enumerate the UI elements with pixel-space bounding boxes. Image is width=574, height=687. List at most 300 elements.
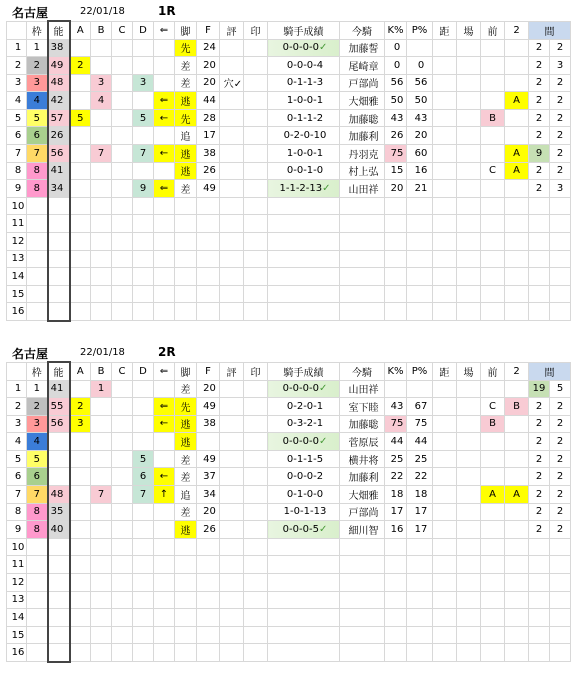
- eval-cell: [220, 433, 244, 451]
- k-percent-cell: 22: [385, 468, 407, 486]
- record-text: 0-1-1-2: [286, 112, 324, 124]
- d-cell: [133, 380, 154, 398]
- prev-cell: [481, 626, 505, 644]
- k-percent-cell: [385, 626, 407, 644]
- d-cell: 9: [133, 180, 154, 198]
- k-percent-cell: [385, 250, 407, 268]
- mark-cell: [244, 380, 268, 398]
- jockey-record-cell: [268, 626, 340, 644]
- p-percent-cell: [407, 380, 433, 398]
- second-cell: [505, 503, 529, 521]
- race-sheet-2: [6, 343, 562, 663]
- arrow-cell: [154, 574, 175, 592]
- interval-cell-1: [529, 215, 550, 233]
- race-date: 22/01/18: [80, 347, 125, 358]
- column-header: 枠: [27, 21, 48, 39]
- header-corner: [7, 362, 27, 380]
- horse-row[interactable]: [7, 162, 571, 180]
- jockey-record-cell: [268, 303, 340, 321]
- ability-cell: 35: [48, 503, 70, 521]
- second-cell: A: [505, 145, 529, 163]
- column-header: C: [112, 362, 133, 380]
- b-cell: [91, 450, 112, 468]
- jockey-name-cell: 丹羽克: [340, 145, 385, 163]
- distance-cell: [433, 109, 457, 127]
- jockey-name-cell: 加藤誓: [340, 39, 385, 57]
- mark-cell: [244, 538, 268, 556]
- a-cell: [70, 180, 91, 198]
- waku-cell: 3: [27, 415, 48, 433]
- eval-cell: [220, 591, 244, 609]
- a-cell: [70, 39, 91, 57]
- jockey-name-cell: 加藤聡: [340, 109, 385, 127]
- running-style-cell: 先: [175, 39, 197, 57]
- jockey-record-cell: [268, 644, 340, 662]
- waku-cell: 2: [27, 398, 48, 416]
- prev-cell: [481, 268, 505, 286]
- c-cell: [112, 556, 133, 574]
- record-text: 0-0-0-0: [282, 383, 319, 395]
- empty-row: [7, 285, 571, 303]
- ability-cell: 56: [48, 145, 70, 163]
- ability-cell: 41: [48, 162, 70, 180]
- jockey-name-cell: 戸部尚: [340, 503, 385, 521]
- second-cell: [505, 609, 529, 627]
- eval-cell: [220, 215, 244, 233]
- record-text: 0-0-0-2: [286, 471, 324, 483]
- interval-cell-1: [529, 591, 550, 609]
- record-text: 1-0-0-1: [286, 147, 324, 159]
- race-table: [6, 361, 571, 663]
- p-percent-cell: 44: [407, 433, 433, 451]
- interval-cell-2: [550, 574, 571, 592]
- p-percent-cell: 17: [407, 521, 433, 539]
- waku-cell: [27, 609, 48, 627]
- row-number-cell: 13: [7, 250, 27, 268]
- eval-cell: [220, 285, 244, 303]
- interval-cell-1: [529, 233, 550, 251]
- track-cell: [457, 574, 481, 592]
- distance-cell: [433, 250, 457, 268]
- b-cell: 4: [91, 92, 112, 110]
- interval-cell-2: 2: [550, 145, 571, 163]
- second-cell: [505, 450, 529, 468]
- ability-cell: [48, 574, 70, 592]
- waku-cell: [27, 303, 48, 321]
- c-cell: [112, 486, 133, 504]
- row-number-cell: 1: [7, 39, 27, 57]
- f-cell: 20: [197, 74, 220, 92]
- waku-cell: [27, 268, 48, 286]
- column-header: 2: [505, 362, 529, 380]
- running-style-cell: [175, 215, 197, 233]
- a-cell: 2: [70, 57, 91, 75]
- prev-cell: [481, 127, 505, 145]
- b-cell: [91, 609, 112, 627]
- mark-cell: [244, 433, 268, 451]
- race-date: 22/01/18: [80, 6, 125, 17]
- prev-cell: [481, 74, 505, 92]
- track-cell: [457, 233, 481, 251]
- interval-cell-2: 2: [550, 398, 571, 416]
- interval-cell-1: 2: [529, 180, 550, 198]
- b-cell: 1: [91, 380, 112, 398]
- a-cell: [70, 609, 91, 627]
- jockey-name-cell: 尾崎章: [340, 57, 385, 75]
- second-cell: [505, 433, 529, 451]
- mark-cell: [244, 127, 268, 145]
- d-cell: [133, 644, 154, 662]
- eval-cell: [220, 521, 244, 539]
- prev-cell: [481, 285, 505, 303]
- eval-cell: [220, 415, 244, 433]
- f-cell: [197, 644, 220, 662]
- row-number-cell: 16: [7, 303, 27, 321]
- k-percent-cell: [385, 380, 407, 398]
- k-percent-cell: [385, 591, 407, 609]
- arrow-cell: [154, 197, 175, 215]
- horse-row[interactable]: [7, 486, 571, 504]
- ability-cell: [48, 468, 70, 486]
- column-header: 今騎: [340, 21, 385, 39]
- column-header: A: [70, 21, 91, 39]
- b-cell: [91, 127, 112, 145]
- horse-row[interactable]: [7, 468, 571, 486]
- c-cell: [112, 39, 133, 57]
- mark-cell: [244, 574, 268, 592]
- b-cell: [91, 197, 112, 215]
- mark-cell: [244, 197, 268, 215]
- running-style-cell: 逃: [175, 145, 197, 163]
- arrow-cell: [154, 556, 175, 574]
- row-number-cell: 1: [7, 380, 27, 398]
- interval-cell-2: 2: [550, 486, 571, 504]
- row-number-cell: 12: [7, 233, 27, 251]
- track-cell: [457, 521, 481, 539]
- column-header: 能: [48, 362, 70, 380]
- d-cell: 6: [133, 468, 154, 486]
- horse-row[interactable]: [7, 39, 571, 57]
- empty-row: [7, 250, 571, 268]
- distance-cell: [433, 398, 457, 416]
- jockey-record-cell: [268, 433, 340, 451]
- prev-cell: [481, 591, 505, 609]
- horse-row[interactable]: [7, 180, 571, 198]
- d-cell: [133, 92, 154, 110]
- prev-cell: C: [481, 398, 505, 416]
- second-cell: [505, 74, 529, 92]
- second-cell: [505, 268, 529, 286]
- interval-cell-1: 2: [529, 486, 550, 504]
- running-style-cell: 追: [175, 127, 197, 145]
- jockey-name-cell: 山田祥: [340, 180, 385, 198]
- mark-cell: [244, 39, 268, 57]
- prev-cell: B: [481, 109, 505, 127]
- race-sheet-1: [6, 2, 562, 322]
- distance-cell: [433, 285, 457, 303]
- second-cell: A: [505, 162, 529, 180]
- eval-cell: [220, 468, 244, 486]
- c-cell: [112, 591, 133, 609]
- f-cell: 17: [197, 127, 220, 145]
- jockey-name-cell: [340, 303, 385, 321]
- interval-cell-2: 2: [550, 162, 571, 180]
- horse-row[interactable]: [7, 521, 571, 539]
- track-cell: [457, 450, 481, 468]
- k-percent-cell: [385, 538, 407, 556]
- jockey-record-cell: [268, 486, 340, 504]
- horse-row[interactable]: [7, 74, 571, 92]
- running-style-cell: [175, 609, 197, 627]
- horse-row[interactable]: [7, 109, 571, 127]
- jockey-record-cell: [268, 574, 340, 592]
- k-percent-cell: 43: [385, 109, 407, 127]
- k-percent-cell: 17: [385, 503, 407, 521]
- interval-cell-1: [529, 556, 550, 574]
- column-header: 間: [529, 21, 571, 39]
- track-cell: [457, 215, 481, 233]
- a-cell: 2: [70, 398, 91, 416]
- interval-cell-2: 2: [550, 503, 571, 521]
- track-cell: [457, 380, 481, 398]
- a-cell: [70, 591, 91, 609]
- k-percent-cell: [385, 644, 407, 662]
- c-cell: [112, 285, 133, 303]
- interval-cell-1: 2: [529, 415, 550, 433]
- second-cell: [505, 538, 529, 556]
- f-cell: [197, 303, 220, 321]
- d-cell: [133, 285, 154, 303]
- horse-row[interactable]: [7, 145, 571, 163]
- arrow-cell: [154, 521, 175, 539]
- ability-cell: 26: [48, 127, 70, 145]
- interval-cell-1: 2: [529, 398, 550, 416]
- a-cell: [70, 380, 91, 398]
- horse-row[interactable]: [7, 415, 571, 433]
- interval-cell-1: [529, 250, 550, 268]
- prev-cell: [481, 39, 505, 57]
- f-cell: [197, 268, 220, 286]
- row-number-cell: 9: [7, 180, 27, 198]
- mark-cell: [244, 92, 268, 110]
- track-cell: [457, 109, 481, 127]
- a-cell: [70, 303, 91, 321]
- column-header: 場: [457, 362, 481, 380]
- prev-cell: [481, 215, 505, 233]
- p-percent-cell: [407, 285, 433, 303]
- row-number-cell: 14: [7, 609, 27, 627]
- interval-cell-1: 9: [529, 145, 550, 163]
- horse-row[interactable]: [7, 127, 571, 145]
- second-cell: [505, 127, 529, 145]
- track-cell: [457, 626, 481, 644]
- row-number-cell: 12: [7, 574, 27, 592]
- f-cell: 37: [197, 468, 220, 486]
- c-cell: [112, 450, 133, 468]
- column-header: 距: [433, 362, 457, 380]
- jockey-record-cell: [268, 380, 340, 398]
- ability-cell: 55: [48, 398, 70, 416]
- d-cell: 7: [133, 145, 154, 163]
- k-percent-cell: [385, 215, 407, 233]
- second-cell: [505, 644, 529, 662]
- mark-cell: [244, 521, 268, 539]
- track-cell: [457, 92, 481, 110]
- running-style-cell: [175, 644, 197, 662]
- waku-cell: 1: [27, 39, 48, 57]
- p-percent-cell: [407, 215, 433, 233]
- interval-cell-2: [550, 233, 571, 251]
- race-header: [6, 343, 562, 361]
- p-percent-cell: 75: [407, 415, 433, 433]
- distance-cell: [433, 145, 457, 163]
- jockey-name-cell: [340, 574, 385, 592]
- track-cell: [457, 468, 481, 486]
- p-percent-cell: 67: [407, 398, 433, 416]
- horse-row[interactable]: [7, 57, 571, 75]
- prev-cell: B: [481, 415, 505, 433]
- ability-cell: 41: [48, 380, 70, 398]
- k-percent-cell: 16: [385, 521, 407, 539]
- second-cell: A: [505, 486, 529, 504]
- c-cell: [112, 468, 133, 486]
- venue-name: 名古屋: [12, 347, 49, 361]
- interval-cell-1: 2: [529, 450, 550, 468]
- horse-row[interactable]: [7, 450, 571, 468]
- prev-cell: [481, 380, 505, 398]
- c-cell: [112, 626, 133, 644]
- track-cell: [457, 644, 481, 662]
- interval-cell-2: 2: [550, 433, 571, 451]
- jockey-name-cell: 横井将: [340, 450, 385, 468]
- p-percent-cell: [407, 591, 433, 609]
- ability-cell: [48, 626, 70, 644]
- row-number-cell: 5: [7, 450, 27, 468]
- f-cell: 49: [197, 450, 220, 468]
- track-cell: [457, 538, 481, 556]
- waku-cell: 8: [27, 180, 48, 198]
- jockey-record-cell: [268, 127, 340, 145]
- track-cell: [457, 39, 481, 57]
- distance-cell: [433, 39, 457, 57]
- jockey-name-cell: [340, 268, 385, 286]
- running-style-cell: [175, 591, 197, 609]
- k-percent-cell: 75: [385, 145, 407, 163]
- c-cell: [112, 233, 133, 251]
- arrow-cell: [154, 57, 175, 75]
- column-header: 場: [457, 21, 481, 39]
- f-cell: 20: [197, 380, 220, 398]
- jockey-record-cell: [268, 521, 340, 539]
- interval-cell-2: 5: [550, 380, 571, 398]
- record-text: 0-3-2-1: [286, 418, 324, 430]
- second-cell: A: [505, 92, 529, 110]
- arrow-cell: [154, 215, 175, 233]
- horse-row[interactable]: [7, 433, 571, 451]
- jockey-record-cell: [268, 250, 340, 268]
- arrow-cell: ↑: [154, 486, 175, 504]
- b-cell: [91, 468, 112, 486]
- jockey-record-cell: [268, 162, 340, 180]
- k-percent-cell: [385, 303, 407, 321]
- d-cell: [133, 433, 154, 451]
- second-cell: [505, 415, 529, 433]
- f-cell: 20: [197, 503, 220, 521]
- a-cell: 5: [70, 109, 91, 127]
- mark-cell: [244, 591, 268, 609]
- c-cell: [112, 180, 133, 198]
- interval-cell-1: [529, 644, 550, 662]
- b-cell: [91, 626, 112, 644]
- k-percent-cell: 26: [385, 127, 407, 145]
- eval-cell: [220, 626, 244, 644]
- horse-row[interactable]: [7, 92, 571, 110]
- d-cell: [133, 398, 154, 416]
- horse-row[interactable]: [7, 380, 571, 398]
- p-percent-cell: [407, 574, 433, 592]
- ability-cell: [48, 233, 70, 251]
- mark-cell: [244, 109, 268, 127]
- jockey-record-cell: [268, 92, 340, 110]
- arrow-cell: [154, 644, 175, 662]
- interval-cell-2: 2: [550, 450, 571, 468]
- record-text: 0-0-0-5: [282, 524, 319, 536]
- row-number-cell: 2: [7, 398, 27, 416]
- interval-cell-1: 2: [529, 109, 550, 127]
- a-cell: [70, 162, 91, 180]
- arrow-cell: [154, 268, 175, 286]
- empty-row: [7, 609, 571, 627]
- row-number-cell: 13: [7, 591, 27, 609]
- mark-cell: [244, 268, 268, 286]
- interval-cell-1: 2: [529, 503, 550, 521]
- mark-cell: [244, 74, 268, 92]
- empty-row: [7, 233, 571, 251]
- interval-cell-2: 2: [550, 39, 571, 57]
- c-cell: [112, 250, 133, 268]
- c-cell: [112, 521, 133, 539]
- horse-row[interactable]: [7, 398, 571, 416]
- b-cell: [91, 644, 112, 662]
- waku-cell: 8: [27, 521, 48, 539]
- eval-cell: [220, 145, 244, 163]
- a-cell: [70, 644, 91, 662]
- eval-cell: [220, 538, 244, 556]
- d-cell: [133, 538, 154, 556]
- p-percent-cell: 18: [407, 486, 433, 504]
- record-text: 1-0-0-1: [286, 95, 324, 107]
- jockey-record-cell: [268, 285, 340, 303]
- horse-row[interactable]: [7, 503, 571, 521]
- prev-cell: [481, 180, 505, 198]
- distance-cell: [433, 591, 457, 609]
- k-percent-cell: 0: [385, 39, 407, 57]
- record-text: 0-0-0-0: [282, 436, 319, 448]
- waku-cell: [27, 626, 48, 644]
- d-cell: [133, 268, 154, 286]
- row-number-cell: 6: [7, 127, 27, 145]
- a-cell: 3: [70, 415, 91, 433]
- interval-cell-1: 2: [529, 74, 550, 92]
- second-cell: [505, 39, 529, 57]
- column-header: K%: [385, 21, 407, 39]
- record-text: 0-1-1-3: [286, 77, 324, 89]
- venue-name: 名古屋: [12, 6, 49, 20]
- p-percent-cell: [407, 303, 433, 321]
- mark-cell: [244, 450, 268, 468]
- f-cell: 26: [197, 162, 220, 180]
- k-percent-cell: 50: [385, 92, 407, 110]
